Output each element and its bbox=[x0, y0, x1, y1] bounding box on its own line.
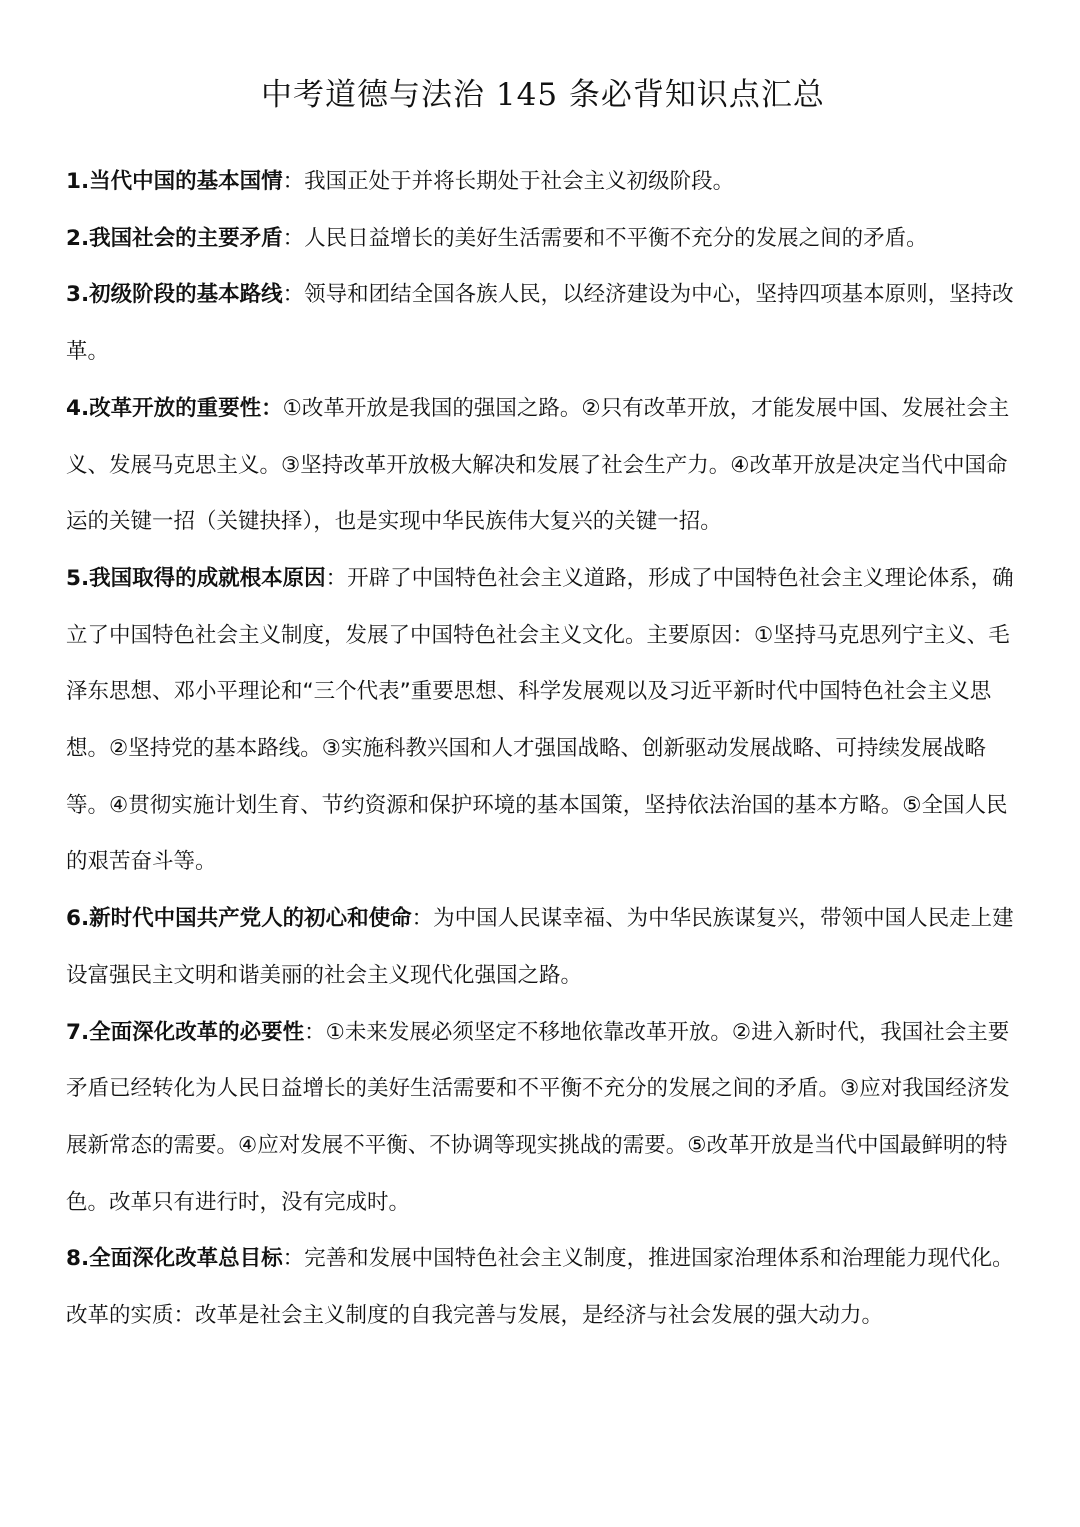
item-label: 5.我国取得的成就根本原因 bbox=[66, 565, 326, 591]
item-text: 人民日益增长的美好生活需要和不平衡不充分的发展之间的矛盾。 bbox=[304, 225, 928, 251]
knowledge-item-8 bbox=[66, 1231, 1020, 1344]
item-separator: ： bbox=[282, 282, 305, 308]
item-label: 1.当代中国的基本国情 bbox=[66, 169, 283, 194]
item-separator: ： bbox=[282, 169, 305, 194]
knowledge-item-3 bbox=[66, 267, 1020, 380]
item-separator: ： bbox=[411, 906, 434, 932]
item-text: 我国正处于并将长期处于社会主义初级阶段。 bbox=[304, 169, 735, 194]
item-text: 开辟了中国特色社会主义道路，形成了中国特色社会主义理论体系，确立了中国特色社会主义制度，发展了中国特色社会主义文化。主要原因：①坚持马克思列宁主义、毛泽东思想、邓小平理论和“三个代表”重要思想、科学发展观以及习近平新时代中国特色社会主义思想。②坚持党的基本路线。③实施科教兴国和人才强国战略、创新驱动发展战略、可持续发展战略等。④贯彻实施计划生育、节约资源和保护环境的基本国策，坚持依法治国的基本方略。⑤全国人民的艰苦奋斗等。 bbox=[66, 565, 1014, 875]
knowledge-item-5 bbox=[66, 551, 1020, 891]
item-text: ①未来发展必须坚定不移地依靠改革开放。②进入新时代，我国社会主要矛盾已经转化为人民日益增长的美好生活需要和不平衡不充分的发展之间的矛盾。③应对我国经济发展新常态的需要。④应对发展不平衡、不协调等现实挑战的需要。⑤改革开放是当代中国最鲜明的特色。改革只有进行时，没有完成时。 bbox=[66, 1019, 1010, 1215]
item-label: 8.全面深化改革总目标 bbox=[66, 1246, 283, 1272]
knowledge-item-7 bbox=[66, 1005, 1020, 1232]
item-label: 3.初级阶段的基本路线 bbox=[66, 282, 283, 308]
item-separator: ： bbox=[325, 565, 348, 591]
item-text: 为中国人民谋幸福、为中华民族谋复兴，带领中国人民走上建设富强民主文明和谐美丽的社会主义现代化强国之路。 bbox=[66, 906, 1014, 988]
item-separator: ： bbox=[282, 225, 305, 251]
item-separator: ： bbox=[304, 1019, 326, 1045]
item-text: 完善和发展中国特色社会主义制度，推进国家治理体系和治理能力现代化。改革的实质：改革是社会主义制度的自我完善与发展，是经济与社会发展的强大动力。 bbox=[66, 1246, 1014, 1329]
knowledge-item-1 bbox=[66, 154, 1020, 211]
item-separator: ： bbox=[282, 1246, 305, 1272]
item-text: 领导和团结全国各族人民，以经济建设为中心，坚持四项基本原则，坚持改革。 bbox=[66, 282, 1014, 365]
knowledge-item-2 bbox=[66, 211, 1020, 268]
item-label: 6.新时代中国共产党人的初心和使命 bbox=[66, 906, 412, 932]
knowledge-item-4 bbox=[66, 381, 1020, 551]
document-title: 中考道德与法治 145 条必背知识点汇总 bbox=[261, 77, 825, 113]
item-label: 2.我国社会的主要矛盾 bbox=[66, 225, 283, 251]
item-label: 7.全面深化改革的必要性 bbox=[66, 1019, 305, 1045]
knowledge-item-6 bbox=[66, 891, 1020, 1004]
item-label: 4.改革开放的重要性： bbox=[66, 395, 283, 421]
item-text: ①改革开放是我国的强国之路。②只有改革开放，才能发展中国、发展社会主义、发展马克思主义。③坚持改革开放极大解决和发展了社会生产力。④改革开放是决定当代中国命运的关键一招（关键抉择），也是实现中华民族伟大复兴的关键一招。 bbox=[66, 395, 1010, 535]
